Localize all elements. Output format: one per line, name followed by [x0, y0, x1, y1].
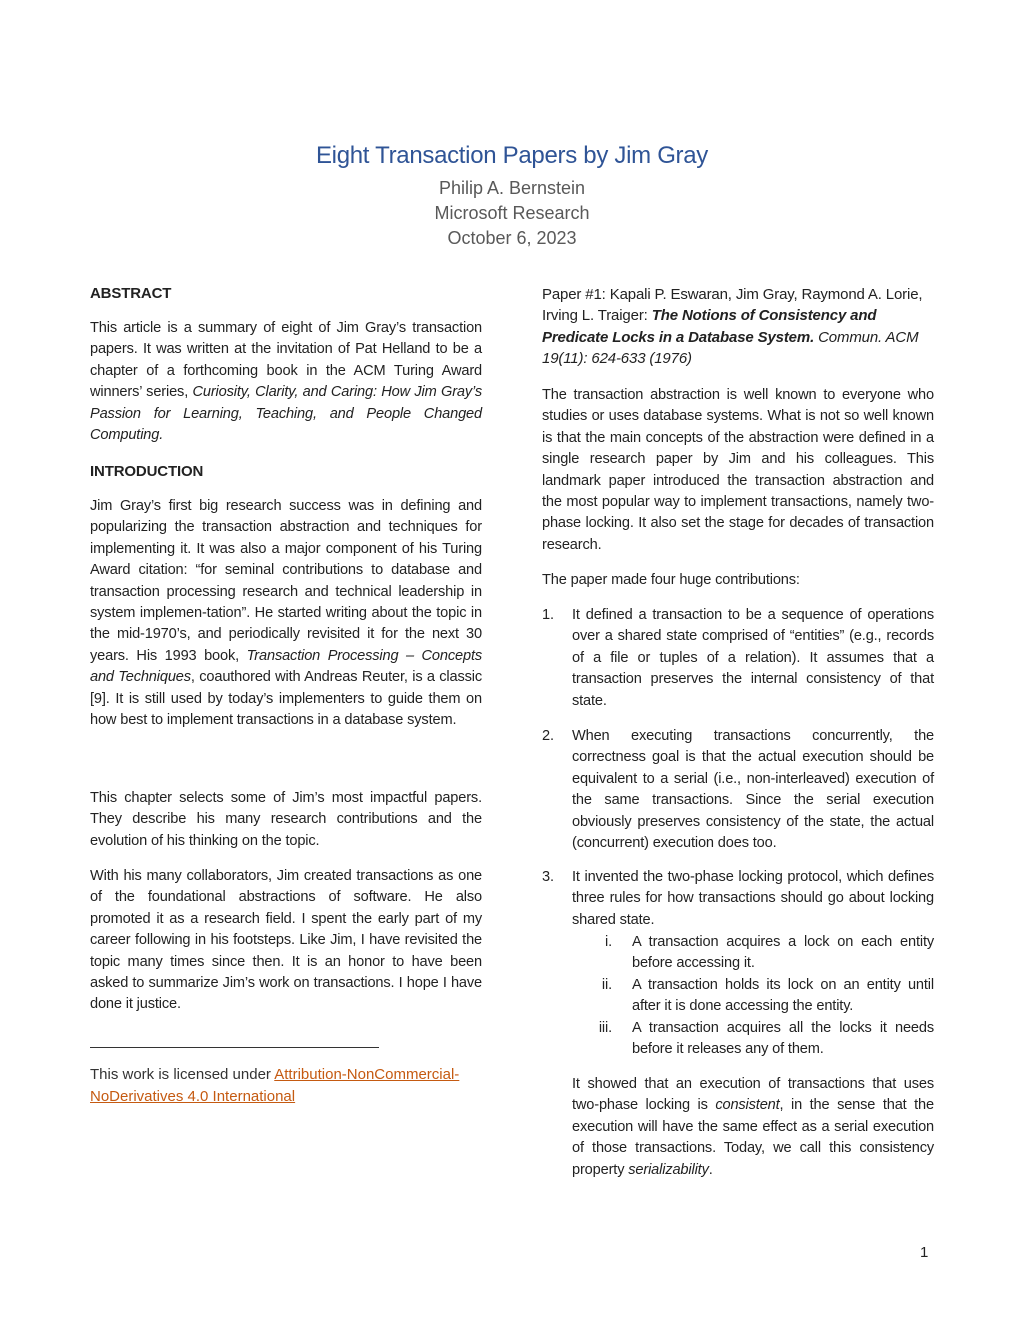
intro-paragraph-2: [90, 788, 482, 852]
text-run: The transaction abstraction is well known to everyone who studies or uses database systems. What is not so well known is that the main concepts of the abstraction were defined in a single research paper by Jim and his colleagues. This landmark paper introduced the transaction abstraction and the most popular way to implement transactions, namely two-phase locking. It also set the stage for decades of transaction research.: [542, 387, 934, 553]
text-run: With his many collaborators, Jim created transactions as one of the foundational abstractions of software. He also promoted it as a research field. I spent the early part of my career following in his footsteps. Like Jim, I have revisited the topic many times since then. It is an honor to have been asked to summarize Jim’s work on transactions. I hope I have done it justice.: [90, 868, 482, 1013]
text-run: It defined a transaction to be a sequence of operations over a shared state comprised of “entities” (e.g., records of a file or tuples of a relation). It assumes that a transaction preserves the internal consistency of that state.: [572, 607, 934, 709]
paper-title: Eight Transaction Papers by Jim Gray: [315, 142, 709, 169]
text-run: The paper made four huge contributions:: [542, 572, 800, 588]
italic-text: The Notions of Consistency and Predicate Locks in a Database System.: [542, 307, 877, 346]
italic-text: Curiosity, Clarity, and Caring: How Jim Gray’s Passion for Learning, Teaching, and People Changed Computing.: [90, 384, 483, 444]
affiliation: Microsoft Research: [434, 203, 590, 223]
intro-paragraph-3: [90, 866, 482, 1016]
list-text: [572, 726, 934, 854]
list-text: [572, 605, 934, 712]
introduction-heading: INTRODUCTION: [90, 463, 204, 480]
paper-1-paragraph-1: [542, 385, 934, 556]
sublist-item: [572, 932, 934, 975]
italic-text: Transaction Processing – Concepts and Techniques: [90, 647, 482, 686]
italic-text: serializability: [628, 1161, 709, 1178]
sublist-number: iii.: [598, 1020, 612, 1036]
italic-text: consistent: [715, 1097, 780, 1114]
text-run: This chapter selects some of Jim’s most impactful papers. They describe his many research contributions and the evolution of his thinking on the topic.: [90, 790, 482, 849]
text-run: .: [708, 1161, 713, 1178]
author: Philip A. Bernstein: [438, 178, 586, 198]
text-run: It invented the two-phase locking protocol, which defines three rules for how transactions should go about locking shared state.: [572, 869, 934, 928]
text-run: A transaction holds its lock on an entity until after it is done accessing the entity.: [632, 977, 934, 1015]
paper-1-heading: [542, 284, 934, 370]
text-run: , in the sense that the execution will have the same effect as a serial execution of those transactions. Today, we call this consistency property: [572, 1097, 934, 1178]
footnote-divider: [90, 1047, 379, 1048]
list-number: 3.: [542, 869, 554, 885]
abstract-paragraph: [90, 318, 482, 446]
sublist-text: [632, 1018, 934, 1061]
sublist-item: [572, 1018, 934, 1061]
text-run: This article is a summary of eight of Jim Gray’s transaction papers. It was written at the invitation of Pat Helland to be a chapter of a forthcoming book in the ACM Turing Award winners’ series,: [90, 320, 482, 401]
abstract-heading: ABSTRACT: [90, 285, 172, 302]
date: October 6, 2023: [447, 228, 577, 248]
license-footnote: [90, 1064, 490, 1108]
paper-1-paragraph-3: [572, 1074, 934, 1181]
list-text: [572, 867, 934, 931]
sublist-number: i.: [605, 934, 612, 950]
text-run: Jim Gray’s first big research success was in defining and popularizing the transaction abstraction and techniques for implementing it. It was also a major component of his Turing Award citation: “for seminal contributions to database and transaction processing research and technical leadership in system implemen-tation”. He started writing about the topic in the mid-1970’s, and periodically revisited it for the next 30 years. His 1993 book,: [90, 498, 482, 664]
page-number: 1: [920, 1244, 929, 1261]
list-item: [542, 726, 934, 854]
sublist-text: [632, 975, 934, 1018]
list-item: [542, 605, 934, 712]
text-run: Paper #1: Kapali P. Eswaran, Jim Gray, Raymond A. Lorie, Irving L. Traiger:: [542, 286, 923, 325]
sublist-text: [632, 932, 934, 975]
license-link[interactable]: Attribution-NonCommercial-NoDerivatives 4.0 International: [90, 1066, 460, 1105]
sublist-item: [572, 975, 934, 1018]
text-run: It showed that an execution of transactions that uses two-phase locking is: [572, 1076, 934, 1114]
italic-text: Commun. ACM 19(11): 624-633 (1976): [542, 328, 919, 368]
sublist-number: ii.: [601, 977, 612, 993]
text-run: , coauthored with Andreas Reuter, is a classic [9]. It is still used by today’s implementers to guide them on how best to implement transactions in a database system.: [90, 669, 482, 729]
list-number: 1.: [542, 607, 554, 623]
license-text: This work is licensed under: [90, 1066, 275, 1083]
text-run: A transaction acquires a lock on each entity before accessing it.: [632, 934, 934, 972]
list-number: 2.: [542, 728, 554, 744]
text-run: A transaction acquires all the locks it needs before it releases any of them.: [632, 1020, 934, 1058]
paper-1-paragraph-2: [542, 570, 934, 591]
intro-paragraph-1: [90, 496, 482, 731]
text-run: When executing transactions concurrently, the correctness goal is that the actual execution should be equivalent to a serial (i.e., non-interleaved) execution of the same transactions. Since the serial execution obviously preserves consistency of the state, the actual (concurrent) execution does too.: [572, 728, 934, 852]
list-item: [542, 867, 934, 931]
